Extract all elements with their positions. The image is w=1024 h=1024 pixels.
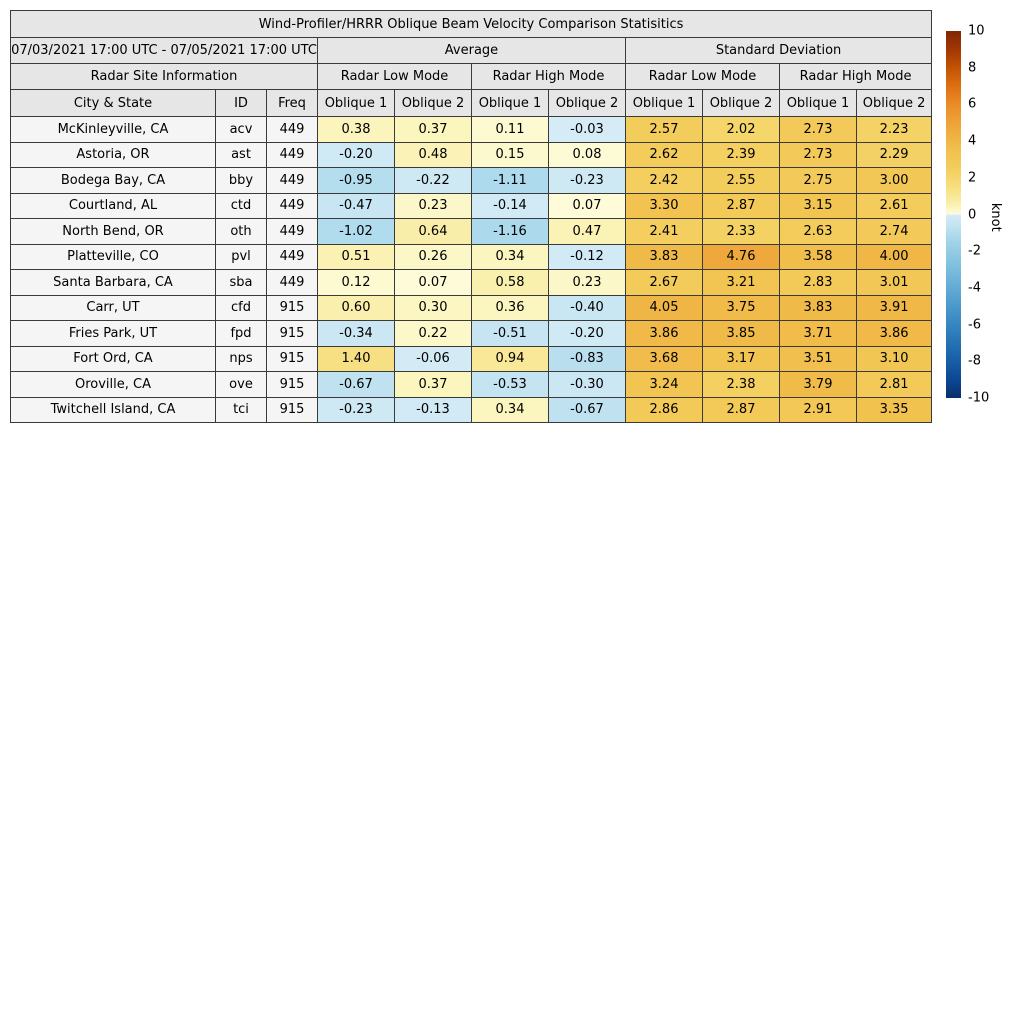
mode-header-avg-low: Radar Low Mode bbox=[318, 64, 472, 90]
table-row bbox=[11, 321, 932, 347]
id-cell: fpd bbox=[216, 321, 267, 347]
value-cell: 1.40 bbox=[318, 346, 395, 372]
col-header-oblique1: Oblique 1 bbox=[318, 90, 395, 117]
city-cell: Oroville, CA bbox=[11, 372, 216, 398]
table-row bbox=[11, 117, 932, 143]
id-cell: ctd bbox=[216, 193, 267, 219]
value-cell: 3.51 bbox=[780, 346, 857, 372]
table-row bbox=[11, 168, 932, 194]
city-cell: Fort Ord, CA bbox=[11, 346, 216, 372]
col-header-oblique1: Oblique 1 bbox=[472, 90, 549, 117]
colorbar-gradient bbox=[946, 31, 961, 398]
value-cell: 2.75 bbox=[780, 168, 857, 194]
value-cell: -0.67 bbox=[318, 372, 395, 398]
city-cell: Courtland, AL bbox=[11, 193, 216, 219]
colorbar-tick-label: 2 bbox=[968, 170, 977, 186]
chart-title: Wind-Profiler/HRRR Oblique Beam Velocity Comparison Statisitics bbox=[11, 11, 932, 38]
value-cell: 2.39 bbox=[703, 142, 780, 168]
value-cell: -1.11 bbox=[472, 168, 549, 194]
value-cell: 3.83 bbox=[626, 244, 703, 270]
colorbar-tick-label: -6 bbox=[968, 317, 981, 333]
colorbar-tick-label: -2 bbox=[968, 243, 981, 259]
freq-cell: 915 bbox=[267, 295, 318, 321]
value-cell: 2.63 bbox=[780, 219, 857, 245]
value-cell: 3.24 bbox=[626, 372, 703, 398]
value-cell: 3.58 bbox=[780, 244, 857, 270]
colorbar-unit-label: knot bbox=[988, 202, 1003, 232]
mode-header-std-low: Radar Low Mode bbox=[626, 64, 780, 90]
date-range: 07/03/2021 17:00 UTC - 07/05/2021 17:00 UTC bbox=[11, 38, 318, 64]
value-cell: 0.22 bbox=[395, 321, 472, 347]
value-cell: 2.29 bbox=[857, 142, 932, 168]
value-cell: 3.00 bbox=[857, 168, 932, 194]
id-cell: ast bbox=[216, 142, 267, 168]
table-body bbox=[11, 117, 932, 423]
value-cell: 2.61 bbox=[857, 193, 932, 219]
mode-header-std-high: Radar High Mode bbox=[780, 64, 932, 90]
value-cell: -0.47 bbox=[318, 193, 395, 219]
value-cell: 0.36 bbox=[472, 295, 549, 321]
value-cell: 2.81 bbox=[857, 372, 932, 398]
mode-header-avg-high: Radar High Mode bbox=[472, 64, 626, 90]
value-cell: 3.83 bbox=[780, 295, 857, 321]
value-cell: -0.20 bbox=[318, 142, 395, 168]
freq-cell: 915 bbox=[267, 372, 318, 398]
value-cell: -0.51 bbox=[472, 321, 549, 347]
value-cell: 2.67 bbox=[626, 270, 703, 296]
value-cell: -0.13 bbox=[395, 397, 472, 423]
value-cell: 0.11 bbox=[472, 117, 549, 143]
freq-cell: 915 bbox=[267, 346, 318, 372]
site-info-header: Radar Site Information bbox=[11, 64, 318, 90]
id-cell: sba bbox=[216, 270, 267, 296]
value-cell: -0.23 bbox=[318, 397, 395, 423]
col-header-oblique2: Oblique 2 bbox=[549, 90, 626, 117]
freq-cell: 449 bbox=[267, 219, 318, 245]
id-cell: pvl bbox=[216, 244, 267, 270]
col-header-oblique2: Oblique 2 bbox=[703, 90, 780, 117]
value-cell: 0.07 bbox=[395, 270, 472, 296]
value-cell: -0.12 bbox=[549, 244, 626, 270]
value-cell: 2.42 bbox=[626, 168, 703, 194]
col-header-id: ID bbox=[216, 90, 267, 117]
value-cell: 2.55 bbox=[703, 168, 780, 194]
colorbar-tick-label: 8 bbox=[968, 60, 977, 76]
colorbar-tick-label: -8 bbox=[968, 353, 981, 369]
value-cell: 0.15 bbox=[472, 142, 549, 168]
value-cell: 0.64 bbox=[395, 219, 472, 245]
col-header-oblique1: Oblique 1 bbox=[626, 90, 703, 117]
city-cell: McKinleyville, CA bbox=[11, 117, 216, 143]
value-cell: 4.00 bbox=[857, 244, 932, 270]
freq-cell: 449 bbox=[267, 142, 318, 168]
value-cell: 0.60 bbox=[318, 295, 395, 321]
col-header-oblique2: Oblique 2 bbox=[395, 90, 472, 117]
value-cell: 2.41 bbox=[626, 219, 703, 245]
value-cell: 3.86 bbox=[857, 321, 932, 347]
value-cell: 0.58 bbox=[472, 270, 549, 296]
value-cell: 3.17 bbox=[703, 346, 780, 372]
colorbar bbox=[946, 23, 1021, 406]
table-row bbox=[11, 193, 932, 219]
value-cell: -1.16 bbox=[472, 219, 549, 245]
col-header-city: City & State bbox=[11, 90, 216, 117]
value-cell: 0.34 bbox=[472, 397, 549, 423]
city-cell: Bodega Bay, CA bbox=[11, 168, 216, 194]
col-header-oblique1: Oblique 1 bbox=[780, 90, 857, 117]
value-cell: 3.86 bbox=[626, 321, 703, 347]
value-cell: 0.26 bbox=[395, 244, 472, 270]
value-cell: -0.06 bbox=[395, 346, 472, 372]
city-cell: Platteville, CO bbox=[11, 244, 216, 270]
city-cell: Twitchell Island, CA bbox=[11, 397, 216, 423]
city-cell: Fries Park, UT bbox=[11, 321, 216, 347]
value-cell: 3.01 bbox=[857, 270, 932, 296]
value-cell: 2.73 bbox=[780, 142, 857, 168]
col-header-freq: Freq bbox=[267, 90, 318, 117]
value-cell: -0.30 bbox=[549, 372, 626, 398]
value-cell: -0.14 bbox=[472, 193, 549, 219]
value-cell: 0.34 bbox=[472, 244, 549, 270]
value-cell: 3.75 bbox=[703, 295, 780, 321]
value-cell: 2.91 bbox=[780, 397, 857, 423]
colorbar-tick-label: 6 bbox=[968, 96, 977, 112]
city-cell: Carr, UT bbox=[11, 295, 216, 321]
value-cell: 3.71 bbox=[780, 321, 857, 347]
value-cell: 3.15 bbox=[780, 193, 857, 219]
table-row bbox=[11, 219, 932, 245]
value-cell: 2.86 bbox=[626, 397, 703, 423]
freq-cell: 449 bbox=[267, 117, 318, 143]
value-cell: 0.08 bbox=[549, 142, 626, 168]
group-header-std-dev: Standard Deviation bbox=[626, 38, 932, 64]
group-header-average: Average bbox=[318, 38, 626, 64]
value-cell: 3.30 bbox=[626, 193, 703, 219]
freq-cell: 449 bbox=[267, 270, 318, 296]
id-cell: tci bbox=[216, 397, 267, 423]
freq-cell: 449 bbox=[267, 193, 318, 219]
value-cell: 0.37 bbox=[395, 372, 472, 398]
value-cell: 2.87 bbox=[703, 397, 780, 423]
table-row bbox=[11, 295, 932, 321]
table-row bbox=[11, 270, 932, 296]
value-cell: 3.10 bbox=[857, 346, 932, 372]
value-cell: 0.48 bbox=[395, 142, 472, 168]
value-cell: -0.34 bbox=[318, 321, 395, 347]
freq-cell: 915 bbox=[267, 321, 318, 347]
value-cell: -0.03 bbox=[549, 117, 626, 143]
value-cell: 2.57 bbox=[626, 117, 703, 143]
id-cell: ove bbox=[216, 372, 267, 398]
colorbar-tick-label: 4 bbox=[968, 133, 977, 149]
value-cell: 0.12 bbox=[318, 270, 395, 296]
city-cell: Santa Barbara, CA bbox=[11, 270, 216, 296]
colorbar-tick-label: -4 bbox=[968, 280, 981, 296]
value-cell: 4.76 bbox=[703, 244, 780, 270]
freq-cell: 449 bbox=[267, 168, 318, 194]
col-header-oblique2: Oblique 2 bbox=[857, 90, 932, 117]
value-cell: 0.51 bbox=[318, 244, 395, 270]
value-cell: 0.07 bbox=[549, 193, 626, 219]
value-cell: 3.85 bbox=[703, 321, 780, 347]
value-cell: -0.67 bbox=[549, 397, 626, 423]
table-row bbox=[11, 244, 932, 270]
value-cell: -0.95 bbox=[318, 168, 395, 194]
value-cell: -0.53 bbox=[472, 372, 549, 398]
value-cell: 2.02 bbox=[703, 117, 780, 143]
id-cell: cfd bbox=[216, 295, 267, 321]
value-cell: 0.94 bbox=[472, 346, 549, 372]
city-cell: Astoria, OR bbox=[11, 142, 216, 168]
value-cell: 0.23 bbox=[549, 270, 626, 296]
value-cell: -0.20 bbox=[549, 321, 626, 347]
stats-table bbox=[10, 10, 932, 423]
value-cell: -0.83 bbox=[549, 346, 626, 372]
freq-cell: 915 bbox=[267, 397, 318, 423]
id-cell: acv bbox=[216, 117, 267, 143]
value-cell: 3.91 bbox=[857, 295, 932, 321]
city-cell: North Bend, OR bbox=[11, 219, 216, 245]
value-cell: 0.47 bbox=[549, 219, 626, 245]
value-cell: 2.23 bbox=[857, 117, 932, 143]
value-cell: 2.87 bbox=[703, 193, 780, 219]
value-cell: 2.74 bbox=[857, 219, 932, 245]
table-row bbox=[11, 397, 932, 423]
value-cell: 2.73 bbox=[780, 117, 857, 143]
value-cell: 0.30 bbox=[395, 295, 472, 321]
value-cell: 0.37 bbox=[395, 117, 472, 143]
value-cell: 3.21 bbox=[703, 270, 780, 296]
table-row bbox=[11, 142, 932, 168]
freq-cell: 449 bbox=[267, 244, 318, 270]
value-cell: 0.38 bbox=[318, 117, 395, 143]
value-cell: 3.79 bbox=[780, 372, 857, 398]
value-cell: -1.02 bbox=[318, 219, 395, 245]
value-cell: -0.23 bbox=[549, 168, 626, 194]
value-cell: 4.05 bbox=[626, 295, 703, 321]
value-cell: 0.23 bbox=[395, 193, 472, 219]
value-cell: 3.35 bbox=[857, 397, 932, 423]
colorbar-tick-label: -10 bbox=[968, 390, 990, 406]
colorbar-tick-label: 0 bbox=[968, 207, 977, 222]
value-cell: 3.68 bbox=[626, 346, 703, 372]
value-cell: 2.33 bbox=[703, 219, 780, 245]
id-cell: oth bbox=[216, 219, 267, 245]
colorbar-tick-label: 10 bbox=[968, 23, 985, 39]
value-cell: 2.62 bbox=[626, 142, 703, 168]
value-cell: 2.83 bbox=[780, 270, 857, 296]
value-cell: -0.22 bbox=[395, 168, 472, 194]
value-cell: -0.40 bbox=[549, 295, 626, 321]
table-row bbox=[11, 346, 932, 372]
id-cell: nps bbox=[216, 346, 267, 372]
id-cell: bby bbox=[216, 168, 267, 194]
table-row bbox=[11, 372, 932, 398]
value-cell: 2.38 bbox=[703, 372, 780, 398]
